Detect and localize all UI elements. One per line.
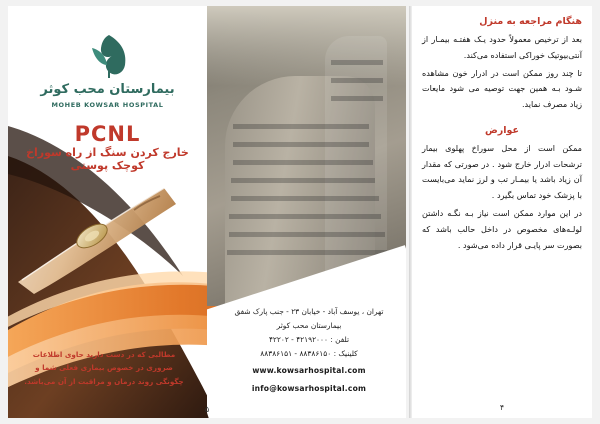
window-band <box>229 232 385 237</box>
cover-note: مطالبی که در دست دارید حاوی اطلاعات ضروری در خصوص بیماری فعلی شما و چگونگی روند درمان و مراقبت از آن می‌باشد. <box>24 350 184 386</box>
section-body-home-care <box>422 32 582 113</box>
window-band <box>229 214 381 219</box>
brand-name-fa: بیمارستان محب کوثر <box>40 82 175 97</box>
contact-phone-value: ۴۲۱۹۲۰۰۰ - ۴۲۲۰۲ <box>268 335 328 345</box>
window-band <box>233 124 369 129</box>
window-band <box>231 196 379 201</box>
brochure-title: PCNL <box>74 122 141 146</box>
window-band <box>331 78 383 83</box>
logo-svg <box>80 32 138 78</box>
window-band <box>231 178 375 183</box>
section-title-complications: عوارض <box>485 124 519 136</box>
contact-hospital: بیمارستان محب کوثر <box>276 320 342 330</box>
kidney-stone-illustration <box>14 174 194 294</box>
contact-block <box>224 305 394 396</box>
leaf-mark-icon <box>80 32 138 78</box>
paragraph: بعد از ترخیص معمولاً حدود یـک هفتـه بیمـار از آنتی‌بیوتیک خوراکی استفاده می‌کند. <box>422 34 582 60</box>
paragraph: تا چند روز ممکن است در ادرار خون مشاهده شـود بـه همین جهت توصیه می شود مایعات زیاد مصرف نماید. <box>422 67 582 110</box>
section-body-complications <box>422 141 582 253</box>
illustration-svg <box>14 174 194 294</box>
window-band <box>331 60 383 65</box>
paragraph: ممکن است از محل سوراخ پهلوی بیمار ترشحات ادرار خارج شود . در صورتی که مقدار آن زیاد باشد یا بیمـار تب و لرز نماید می‌بایست با پزشک خود تماس بگیرد . <box>422 142 582 201</box>
brand-name-en: MOHEB KOWSAR HOSPITAL <box>51 101 164 109</box>
contact-clinic <box>224 347 394 361</box>
contact-phone-label: تلفن : <box>330 335 350 345</box>
window-band <box>233 160 373 165</box>
contact-email[interactable]: info@kowsarhospital.com <box>251 383 367 393</box>
contact-address: تهران ، یوسف آباد - خیابان ۲۳ - جنب پارک شفق <box>234 306 384 316</box>
window-band <box>331 96 383 101</box>
brochure-subtitle: خارج کردن سنگ از راه سوراخ کوچک پوستی <box>26 146 189 172</box>
contact-phone <box>224 333 394 347</box>
contact-website[interactable]: www.kowsarhospital.com <box>252 366 366 376</box>
brochure-left-panel <box>8 6 406 418</box>
page-number-right: ۴ <box>499 403 505 412</box>
page-number-left: ۵ <box>204 405 210 414</box>
contact-clinic-value: ۸۸۳۸۶۱۵۰ - ۸۸۳۸۶۱۵۱ <box>260 349 332 359</box>
section-title-home-care: هنگام مراجعه به منزل <box>479 16 582 27</box>
paragraph: در این موارد ممکن است نیاز بـه نگـه داشتن لولـه‌های مخصوص در داخل حالب باشد که بصورت سر پایـی قرار داده می‌شود . <box>422 208 582 250</box>
contact-clinic-label: کلینیک : <box>333 349 358 359</box>
window-band <box>227 250 387 255</box>
window-band <box>233 142 369 147</box>
right-panel-content <box>422 16 582 265</box>
brochure-right-panel <box>412 6 592 418</box>
